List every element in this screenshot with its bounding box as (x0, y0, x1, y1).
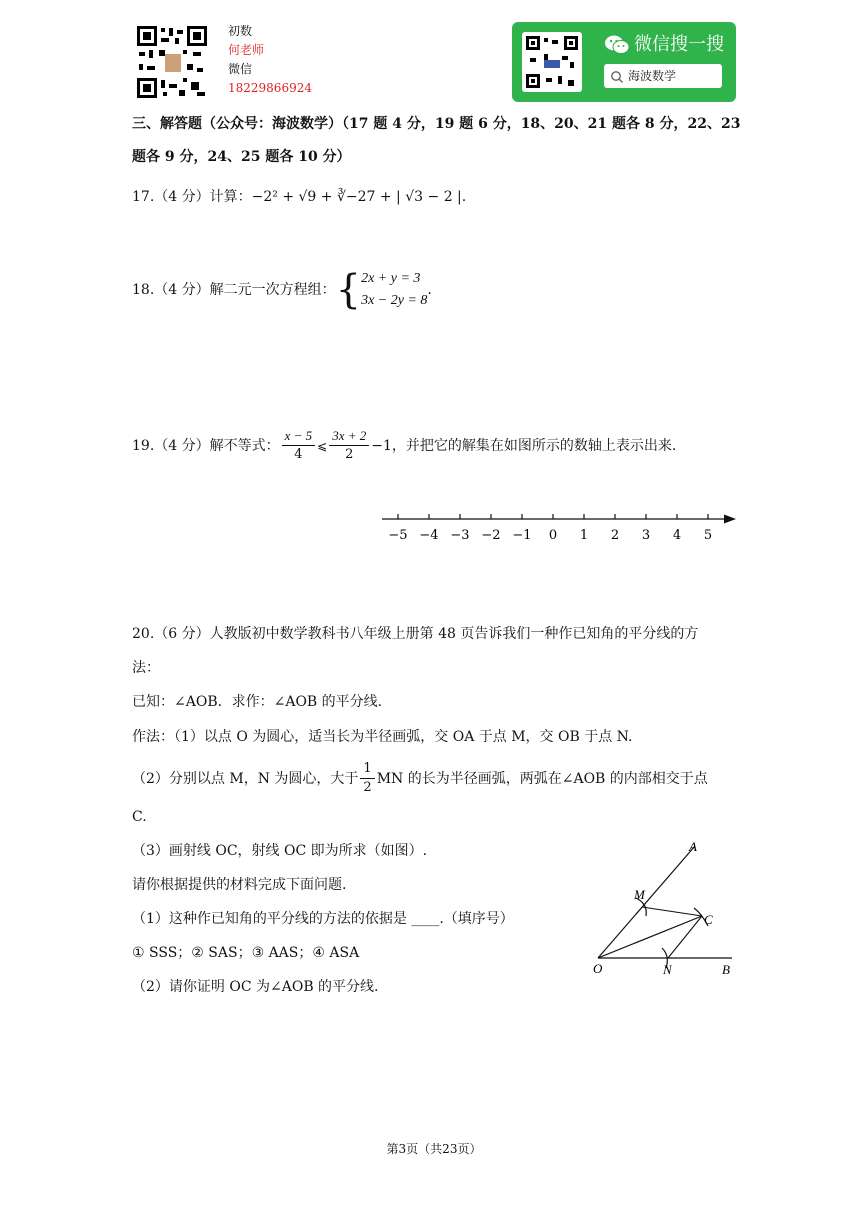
q18-prefix: 18.（4 分）解二元一次方程组： (132, 282, 336, 298)
number-line (376, 508, 740, 548)
wechat-qr-code (135, 24, 209, 100)
ray-OA (598, 846, 695, 958)
label-N: N (663, 962, 672, 977)
q17-prefix: 17.（4 分）计算： (132, 189, 252, 205)
axis-tick-label: −4 (419, 528, 439, 543)
search-icon (610, 69, 624, 88)
axis-tick-label: 4 (672, 528, 682, 543)
q20-line4: 作法：（1）以点 O 为圆心，适当长为半径画弧，交 OA 于点 M，交 OB 于点 N. (132, 729, 633, 745)
q20-line2: 法： (132, 660, 160, 676)
q17-suffix: . (461, 189, 467, 205)
teacher-line-wechat: 微信 (228, 62, 253, 76)
question-17 (132, 187, 466, 207)
q19-frac2-denominator: 2 (345, 447, 354, 462)
question-19 (132, 427, 676, 464)
teacher-line-subject: 初数 (228, 24, 253, 38)
wechat-search-badge (512, 22, 736, 102)
q17-expression: −2² + √9 + ∛−27 + | √3 − 2 | (251, 189, 462, 205)
section-heading-line1: 三、解答题（公众号：海波数学）（17 题 4 分，19 题 6 分，18、20、21 题各 8 分，22、23 (132, 116, 741, 132)
q19-prefix: 19.（4 分）解不等式： (132, 437, 280, 454)
q18-system (361, 268, 427, 312)
axis-tick-label: −3 (450, 528, 470, 543)
label-B: B (722, 962, 730, 977)
q19-fraction-right (329, 427, 369, 464)
teacher-line-name: 何老师 (228, 43, 265, 57)
q20-line10: ① SSS；② SAS；③ AAS；④ ASA (132, 945, 360, 961)
q18-brace: { (335, 267, 362, 313)
q19-tail: −1，并把它的解集在如图所示的数轴上表示出来. (371, 437, 677, 454)
segment-MC (642, 907, 702, 916)
section-heading-line2: 题各 9 分，24、25 题各 10 分） (132, 149, 351, 165)
teacher-info (228, 22, 312, 98)
ray-OC (598, 916, 702, 958)
axis-tick-label: 1 (579, 528, 589, 543)
q20-half-fraction (360, 760, 374, 797)
question-18 (132, 268, 432, 312)
label-C: C (704, 912, 713, 927)
q20-half-denominator: 2 (363, 780, 372, 795)
q20-line7: （3）画射线 OC，射线 OC 即为所求（如图）. (132, 843, 428, 859)
axis-tick-label: −5 (388, 528, 408, 543)
teacher-line-phone: 18229866924 (228, 81, 312, 95)
q20-line9: （1）这种作已知角的平分线的方法的依据是 ____.（填序号） (132, 911, 514, 927)
q20-line5 (132, 760, 708, 797)
q20-line5-start: （2）分别以点 M，N 为圆心，大于 (132, 770, 359, 787)
q18-suffix: . (427, 282, 432, 298)
q20-line8: 请你根据提供的材料完成下面问题. (132, 877, 347, 893)
axis-tick-label: 0 (548, 528, 558, 543)
label-O: O (593, 961, 603, 976)
search-box (604, 64, 722, 88)
wechat-logo-icon (604, 34, 630, 60)
axis-tick-label: 5 (703, 528, 713, 543)
search-title: 微信搜一搜 (634, 34, 724, 55)
axis-tick-label: 3 (641, 528, 651, 543)
q19-frac1-denominator: 4 (294, 447, 303, 462)
q20-line3: 已知：∠AOB．求作：∠AOB 的平分线. (132, 694, 383, 710)
axis-tick-label: −2 (481, 528, 501, 543)
axis-tick-label: −1 (512, 528, 532, 543)
q20-line1: 20.（6 分）人教版初中数学教科书八年级上册第 48 页告诉我们一种作已知角的平分线的方 (132, 626, 699, 642)
axis-tick-label: 2 (610, 528, 620, 543)
angle-bisector-figure (590, 836, 740, 981)
arrow-right-icon (724, 515, 736, 524)
q18-eq1: 2x + y = 3 (361, 271, 421, 286)
label-A: A (689, 839, 697, 854)
search-query: 海波数学 (628, 69, 677, 83)
q18-eq2: 3x − 2y = 8 (361, 293, 428, 308)
q20-line6: C. (132, 809, 147, 825)
q19-frac2-numerator: 3x + 2 (329, 427, 369, 446)
page-footer: 第3页（共23页） (386, 1142, 482, 1156)
q19-frac1-numerator: x − 5 (282, 427, 316, 446)
q19-relation: ⩽ (317, 438, 328, 453)
q19-fraction-left (282, 427, 316, 464)
label-M: M (634, 887, 645, 902)
q20-line5-end: MN 的长为半径画弧，两弧在∠AOB 的内部相交于点 (376, 770, 708, 787)
badge-qr-code (522, 32, 582, 92)
q20-line11: （2）请你证明 OC 为∠AOB 的平分线. (132, 979, 379, 995)
q20-half-numerator: 1 (360, 760, 374, 779)
